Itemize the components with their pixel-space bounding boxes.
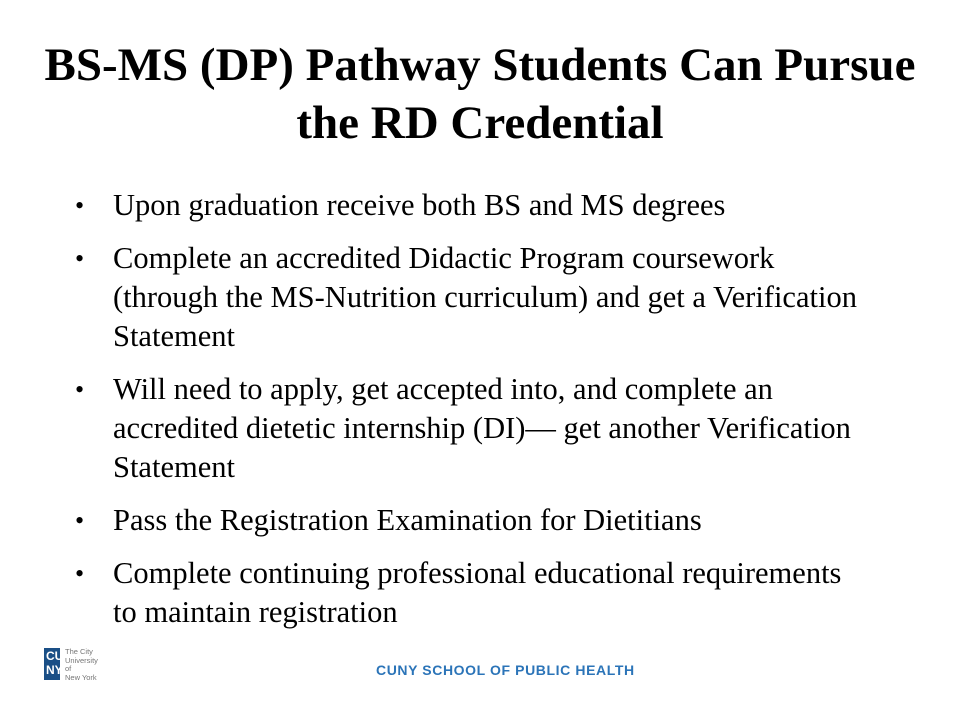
cuny-logo-letters: CU NY: [46, 649, 64, 677]
bullet-text: Upon graduation receive both BS and MS degrees: [113, 188, 726, 222]
cuny-logo-wordmark: [65, 648, 98, 682]
cuny-logo-mark-icon: [44, 648, 64, 680]
slide-title: BS-MS (DP) Pathway Students Can Pursue the RD Credential: [44, 39, 916, 149]
logo-line: of: [65, 664, 72, 673]
bullet-text: Complete an accredited Didactic Program coursework (through the MS-Nutrition curriculum) and get a Verification Statement: [113, 241, 857, 353]
bullet-dot-icon: •: [75, 191, 85, 220]
logo-line: New York: [65, 672, 97, 682]
bullet-list: [72, 186, 872, 646]
bullet-item: [72, 554, 872, 632]
logo-line: The City: [65, 647, 93, 656]
cuny-logo: [44, 648, 124, 682]
bullet-text: Will need to apply, get accepted into, and complete an accredited dietetic internship (DI)— get another Verification Statement: [113, 372, 851, 484]
bullet-dot-icon: •: [75, 244, 85, 273]
logo-line: University: [65, 655, 98, 665]
bullet-text: Pass the Registration Examination for Dietitians: [113, 503, 702, 537]
bullet-item: [72, 501, 872, 540]
bullet-text: Complete continuing professional educational requirements to maintain registration: [113, 556, 842, 629]
bullet-dot-icon: •: [75, 375, 85, 404]
footer-school-name: CUNY SCHOOL OF PUBLIC HEALTH: [376, 662, 635, 678]
bullet-item: [72, 239, 872, 356]
bullet-item: [72, 186, 872, 225]
bullet-dot-icon: •: [75, 506, 85, 535]
bullet-item: [72, 370, 872, 487]
bullet-dot-icon: •: [75, 559, 85, 588]
